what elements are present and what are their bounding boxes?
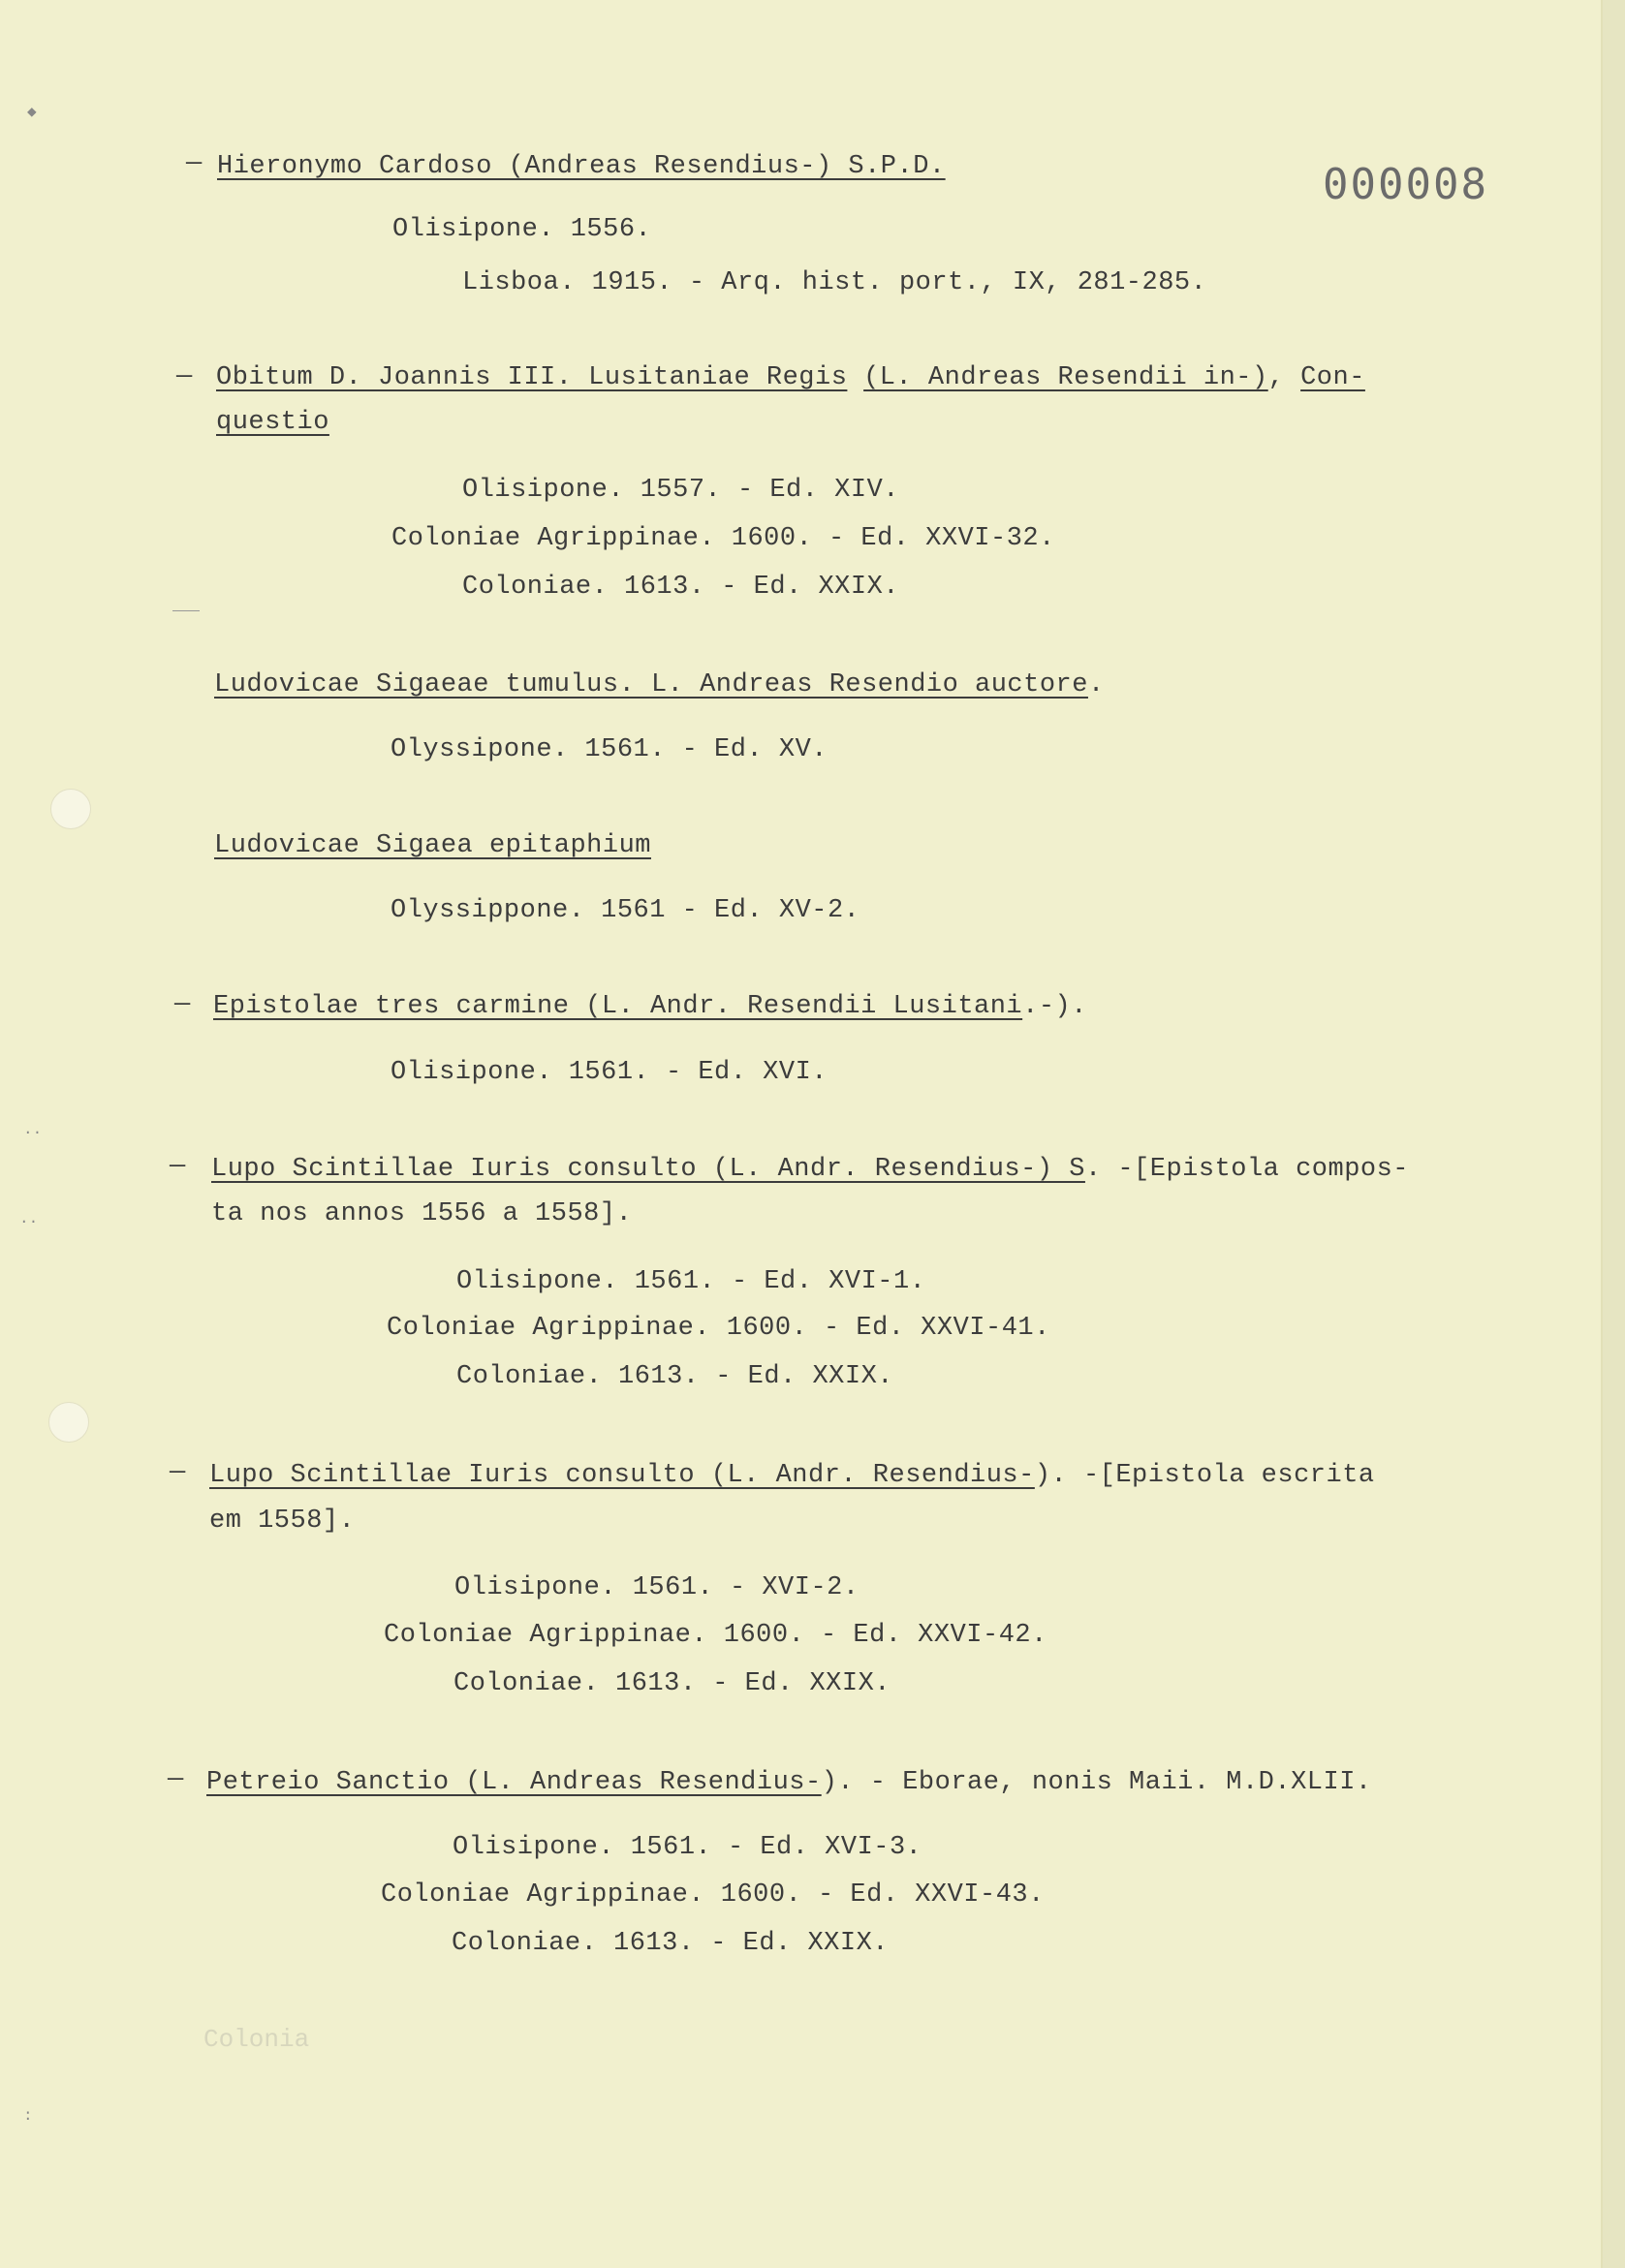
edition-line: Lisboa. 1915. - Arq. hist. port., IX, 281-285. (462, 268, 1207, 297)
edition-line: Olisipone. 1561. - Ed. XVI-1. (456, 1267, 926, 1296)
edition-line: Coloniae. 1613. - Ed. XXIX. (452, 1929, 889, 1958)
stray-mark (172, 610, 200, 611)
edition-line: Coloniae Agrippinae. 1600. - Ed. XXVI-32. (391, 524, 1055, 553)
entry-title: Hieronymo Cardoso (Andreas Resendius-) S.P.D. (217, 152, 946, 181)
entry-title: Epistolae tres carmine (L. Andr. Resendii Lusitani.-). (213, 992, 1087, 1021)
entry-dash: — (176, 362, 193, 391)
entry-dash: — (186, 149, 203, 178)
edition-line: Olisipone. 1561. - Ed. XVI. (391, 1058, 828, 1087)
serial-number: 000008 (1323, 160, 1488, 209)
entry-title: Ludovicae Sigaeae tumulus. L. Andreas Resendio auctore. (214, 670, 1105, 699)
edition-line: Coloniae Agrippinae. 1600. - Ed. XXVI-41. (387, 1314, 1050, 1343)
card-edge (1603, 0, 1625, 2268)
edition-line: Olisipone. 1557. - Ed. XIV. (462, 476, 899, 505)
entry-title: Petreio Sanctio (L. Andreas Resendius-). - Eborae, nonis Maii. M.D.XLII. (206, 1768, 1372, 1797)
edition-line: Coloniae Agrippinae. 1600. - Ed. XXVI-42. (384, 1621, 1047, 1650)
entry-title: Obitum D. Joannis III. Lusitaniae Regis (L. Andreas Resendii in-), Con- (216, 363, 1365, 392)
entry-dash: — (168, 1765, 184, 1794)
edition-line: Coloniae. 1613. - Ed. XXIX. (462, 573, 899, 602)
entry-title: Lupo Scintillae Iuris consulto (L. Andr. Resendius-) S. -[Epistola compos- (211, 1155, 1410, 1184)
faint-ghost-text: Colonia (203, 2025, 310, 2054)
edition-line: Olisipone. 1561. - XVI-2. (454, 1573, 859, 1602)
entry-title: Lupo Scintillae Iuris consulto (L. Andr. Resendius-). -[Epistola escrita (209, 1461, 1375, 1490)
punch-hole-top (50, 789, 91, 829)
entry-title-continued: questio (216, 408, 329, 437)
stray-mark: ◆ (27, 104, 37, 121)
stray-mark: ·· (23, 1124, 43, 1141)
punch-hole-bottom (48, 1402, 89, 1443)
edition-line: Olisipone. 1556. (392, 215, 652, 244)
entry-title: Ludovicae Sigaea epitaphium (214, 831, 651, 860)
entry-dash: — (170, 1152, 186, 1181)
edition-line: Coloniae. 1613. - Ed. XXIX. (453, 1669, 891, 1698)
entry-dash: — (170, 1458, 186, 1487)
stray-mark: ·· (19, 1213, 39, 1230)
entry-dash: — (174, 990, 191, 1019)
edition-line: Olyssippone. 1561 - Ed. XV-2. (391, 896, 860, 925)
stray-mark: : (23, 2107, 33, 2125)
edition-line: Olyssipone. 1561. - Ed. XV. (391, 735, 828, 764)
edition-line: Coloniae Agrippinae. 1600. - Ed. XXVI-43. (381, 1880, 1045, 1910)
entry-title-continued: ta nos annos 1556 a 1558]. (211, 1199, 633, 1228)
edition-line: Olisipone. 1561. - Ed. XVI-3. (453, 1833, 922, 1862)
entry-title-continued: em 1558]. (209, 1507, 356, 1536)
edition-line: Coloniae. 1613. - Ed. XXIX. (456, 1362, 893, 1391)
